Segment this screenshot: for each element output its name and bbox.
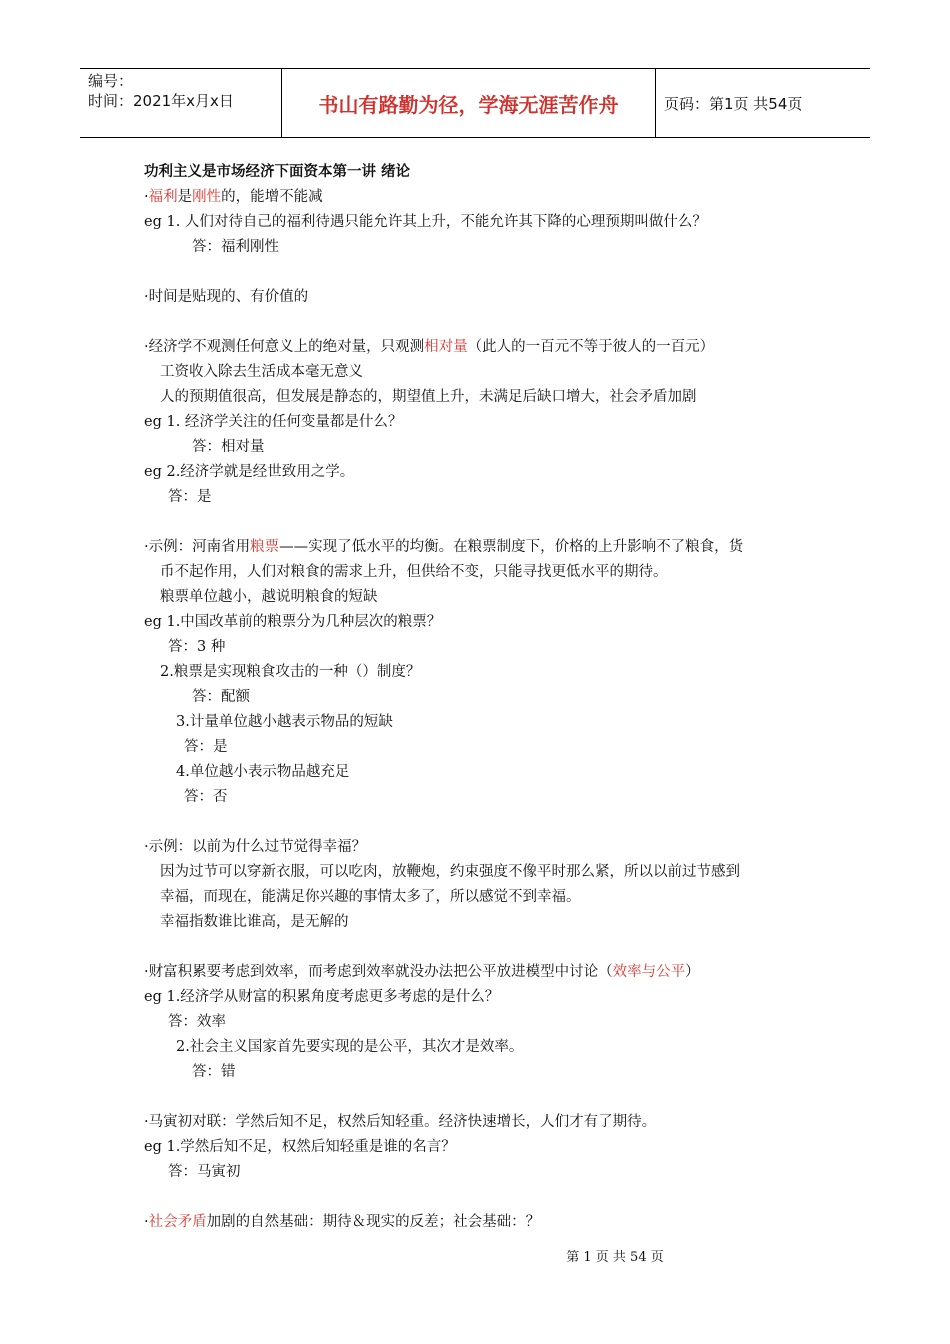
text-span: 工资收入除去生活成本毫无意义 <box>160 364 363 380</box>
text-line <box>144 660 824 685</box>
header-meta <box>80 69 282 137</box>
text-line <box>144 885 824 910</box>
text-span: ·示例：以前为什么过节觉得幸福？ <box>144 839 367 855</box>
text-line <box>144 1210 824 1235</box>
highlight-term: 福利 <box>148 189 178 205</box>
text-line <box>144 760 824 785</box>
text-span: · <box>144 189 149 205</box>
page-footer: 第 1 页 共 54 页 <box>566 1250 664 1265</box>
text-span: ·示例：河南省用 <box>144 539 251 555</box>
text-span: 答：错 <box>192 1064 236 1080</box>
text-span: 粮票单位越小，越说明粮食的短缺 <box>160 589 378 605</box>
text-span: ·经济学不观测任何意义上的绝对量，只观测 <box>144 339 425 355</box>
text-span: · <box>144 1214 149 1230</box>
text-line <box>144 610 824 635</box>
text-line <box>144 860 824 885</box>
text-span: 加剧的自然基础：期待＆现实的反差；社会基础：？ <box>206 1214 541 1230</box>
text-line <box>144 410 824 435</box>
blank-line <box>144 510 824 535</box>
text-line <box>144 1035 824 1060</box>
text-span: 的，能增不能减 <box>221 189 323 205</box>
text-span: 币不起作用，人们对粮食的需求上升，但供给不变，只能寻找更低水平的期待。 <box>160 564 668 580</box>
text-span: ·马寅初对联：学然后知不足，权然后知轻重。经济快速增长，人们才有了期待。 <box>144 1114 657 1130</box>
text-line <box>144 1060 824 1085</box>
highlight-term: 刚性 <box>192 189 222 205</box>
highlight-term: 效率与公平 <box>612 964 686 980</box>
text-span: eg 1.中国改革前的粮票分为几种层次的粮票？ <box>144 614 442 630</box>
text-line <box>144 335 824 360</box>
text-span: 3.计量单位越小越表示物品的短缺 <box>176 714 393 730</box>
text-span: 4.单位越小表示物品越充足 <box>176 764 350 780</box>
text-line <box>144 235 824 260</box>
text-line <box>144 360 824 385</box>
text-line <box>144 985 824 1010</box>
text-span: 答：否 <box>184 789 228 805</box>
header-slogan: 书山有路勤为径，学海无涯苦作舟 <box>282 69 656 137</box>
page-header <box>80 68 870 138</box>
text-span: 答：效率 <box>168 1014 226 1030</box>
text-span: 答：3 种 <box>168 639 226 655</box>
text-span: （此人的一百元不等于彼人的一百元） <box>467 339 715 355</box>
blank-line <box>144 935 824 960</box>
text-line <box>144 710 824 735</box>
text-line <box>144 685 824 710</box>
text-span: ·财富积累要考虑到效率，而考虑到效率就没办法把公平放进模型中讨论（ <box>144 964 613 980</box>
text-line <box>144 185 824 210</box>
text-span: eg 1. 经济学关注的任何变量都是什么？ <box>144 414 403 430</box>
text-span: 是 <box>177 189 193 205</box>
text-span: eg 2.经济学就是经世致用之学。 <box>144 464 355 480</box>
highlight-term: 粮票 <box>250 539 280 555</box>
text-line <box>144 560 824 585</box>
text-line <box>144 835 824 860</box>
text-line <box>144 210 824 235</box>
text-line <box>144 1135 824 1160</box>
lecture-title: 功利主义是市场经济下面资本第一讲 绪论 <box>144 164 411 180</box>
text-span: 幸福，而现在，能满足你兴趣的事情太多了，所以感觉不到幸福。 <box>160 889 581 905</box>
blank-line <box>144 810 824 835</box>
text-span: 2.社会主义国家首先要实现的是公平，其次才是效率。 <box>176 1039 524 1055</box>
text-line <box>144 285 824 310</box>
text-line <box>144 910 824 935</box>
text-span: 幸福指数谁比谁高，是无解的 <box>160 914 349 930</box>
text-span: 答：马寅初 <box>168 1164 241 1180</box>
text-span: 答：是 <box>168 489 212 505</box>
header-page-info: 页码：第1页 共54页 <box>664 94 803 113</box>
text-span: ——实现了低水平的均衡。在粮票制度下，价格的上升影响不了粮食，货 <box>279 539 744 555</box>
text-span: 2.粮票是实现粮食攻击的一种（）制度？ <box>160 664 421 680</box>
text-line <box>144 635 824 660</box>
blank-line <box>144 260 824 285</box>
text-span: ） <box>685 964 700 980</box>
text-span: 答：是 <box>184 739 228 755</box>
text-line <box>144 735 824 760</box>
text-line <box>144 585 824 610</box>
text-span: 答：福利刚性 <box>192 239 279 255</box>
blank-line <box>144 1185 824 1210</box>
text-span: 因为过节可以穿新衣服，可以吃肉，放鞭炮，约束强度不像平时那么紧，所以以前过节感到 <box>160 864 740 880</box>
highlight-term: 相对量 <box>424 339 468 355</box>
text-line <box>144 960 824 985</box>
blank-line <box>144 310 824 335</box>
highlight-term: 社会矛盾 <box>148 1214 207 1230</box>
text-span: 答：相对量 <box>192 439 265 455</box>
text-line <box>144 1110 824 1135</box>
text-span: eg 1. 人们对待自己的福利待遇只能允许其上升，不能允许其下降的心理预期叫做什么？ <box>144 214 707 230</box>
blank-line <box>144 1085 824 1110</box>
text-line <box>144 1160 824 1185</box>
text-span: eg 1.经济学从财富的积累角度考虑更多考虑的是什么？ <box>144 989 500 1005</box>
document-time-label: 时间：2021年x月x日 <box>88 92 234 110</box>
document-body <box>144 160 824 1235</box>
text-span: 答：配额 <box>192 689 250 705</box>
text-line <box>144 1010 824 1035</box>
text-line <box>144 485 824 510</box>
text-span: 人的预期值很高，但发展是静态的，期望值上升，未满足后缺口增大，社会矛盾加剧 <box>160 389 697 405</box>
text-span: eg 1.学然后知不足，权然后知轻重是谁的名言？ <box>144 1139 456 1155</box>
text-span: ·时间是贴现的、有价值的 <box>144 289 309 305</box>
text-line <box>144 785 824 810</box>
text-line <box>144 385 824 410</box>
document-number-label: 编号： <box>88 72 134 90</box>
text-line <box>144 460 824 485</box>
text-line <box>144 435 824 460</box>
text-line <box>144 535 824 560</box>
